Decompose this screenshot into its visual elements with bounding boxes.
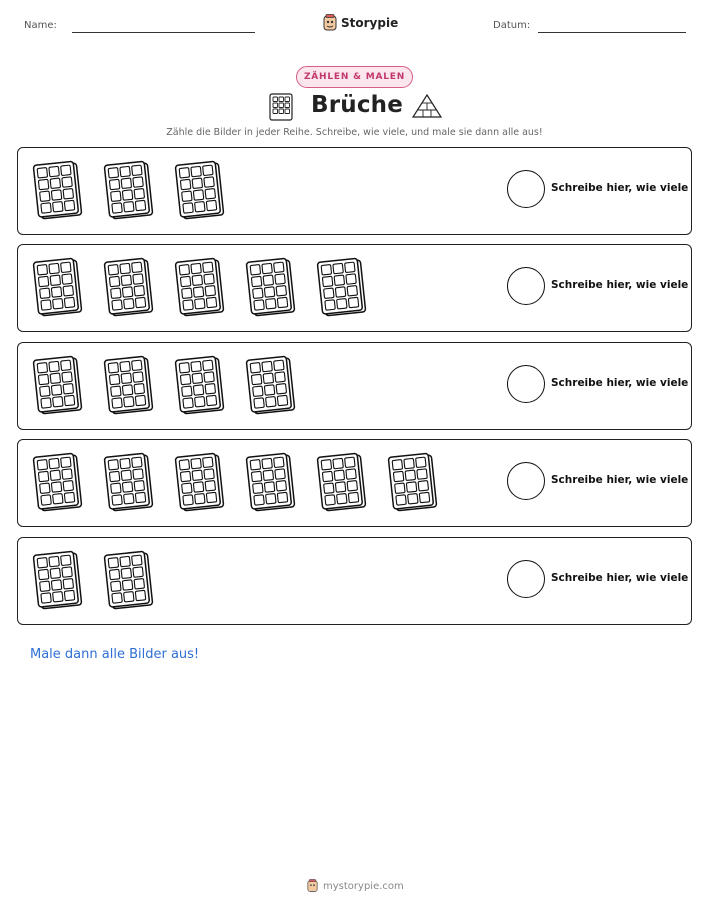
- chocolate-bar-icon: [103, 354, 155, 416]
- page-title: Brüche: [311, 92, 404, 118]
- chocolate-bar-icon: [174, 256, 226, 318]
- answer-label: Schreibe hier, wie viele: [551, 474, 689, 486]
- name-line[interactable]: [72, 32, 255, 33]
- footer-site: [306, 879, 404, 893]
- date-line[interactable]: [538, 32, 686, 33]
- name-label: Name:: [24, 20, 57, 31]
- chocolate-bar-icon: [103, 549, 155, 611]
- answer-circle[interactable]: [507, 462, 545, 500]
- date-label: Datum:: [493, 20, 531, 31]
- chocolate-bar-icon: [387, 451, 439, 513]
- chocolate-bar-icon: [316, 451, 368, 513]
- chocolate-bar-icon: [32, 451, 84, 513]
- instructions: Zähle die Bilder in jeder Reihe. Schreibe, wie viele, und male sie dann alle aus!: [166, 127, 543, 138]
- chocolate-bar-icon: [174, 451, 226, 513]
- answer-circle[interactable]: [507, 365, 545, 403]
- answer-circle[interactable]: [507, 560, 545, 598]
- counting-row: [17, 244, 692, 332]
- counting-row: [17, 147, 692, 235]
- answer-label: Schreibe hier, wie viele: [551, 377, 689, 389]
- answer-label: Schreibe hier, wie viele: [551, 279, 689, 291]
- brand-name: Storypie: [341, 16, 399, 30]
- chocolate-bar-icon: [103, 451, 155, 513]
- category-badge: ZÄHLEN & MALEN: [296, 66, 413, 88]
- storypie-mascot-icon: [306, 879, 319, 893]
- answer-circle[interactable]: [507, 170, 545, 208]
- chocolate-bar-icon: [32, 549, 84, 611]
- chocolate-bar-icon: [245, 451, 297, 513]
- chocolate-bar-icon: [245, 256, 297, 318]
- chocolate-bar-icon: [174, 354, 226, 416]
- fraction-pyramid-icon: [411, 93, 443, 119]
- counting-row: [17, 537, 692, 625]
- chocolate-bar-icon: [32, 256, 84, 318]
- storypie-mascot-icon: [322, 14, 338, 32]
- answer-circle[interactable]: [507, 267, 545, 305]
- footer-note: Male dann alle Bilder aus!: [30, 647, 200, 662]
- footer-site-url: mystorypie.com: [323, 880, 404, 892]
- chocolate-bar-icon: [32, 159, 84, 221]
- chocolate-bar-icon: [174, 159, 226, 221]
- chocolate-bar-icon: [103, 256, 155, 318]
- brand-logo: [322, 13, 398, 33]
- chocolate-bar-icon: [316, 256, 368, 318]
- counting-row: [17, 439, 692, 527]
- chocolate-bar-icon: [103, 159, 155, 221]
- counting-row: [17, 342, 692, 430]
- answer-label: Schreibe hier, wie viele: [551, 182, 689, 194]
- chocolate-bar-icon: [245, 354, 297, 416]
- chocolate-bar-icon: [32, 354, 84, 416]
- chocolate-bar-icon: [268, 92, 294, 122]
- answer-label: Schreibe hier, wie viele: [551, 572, 689, 584]
